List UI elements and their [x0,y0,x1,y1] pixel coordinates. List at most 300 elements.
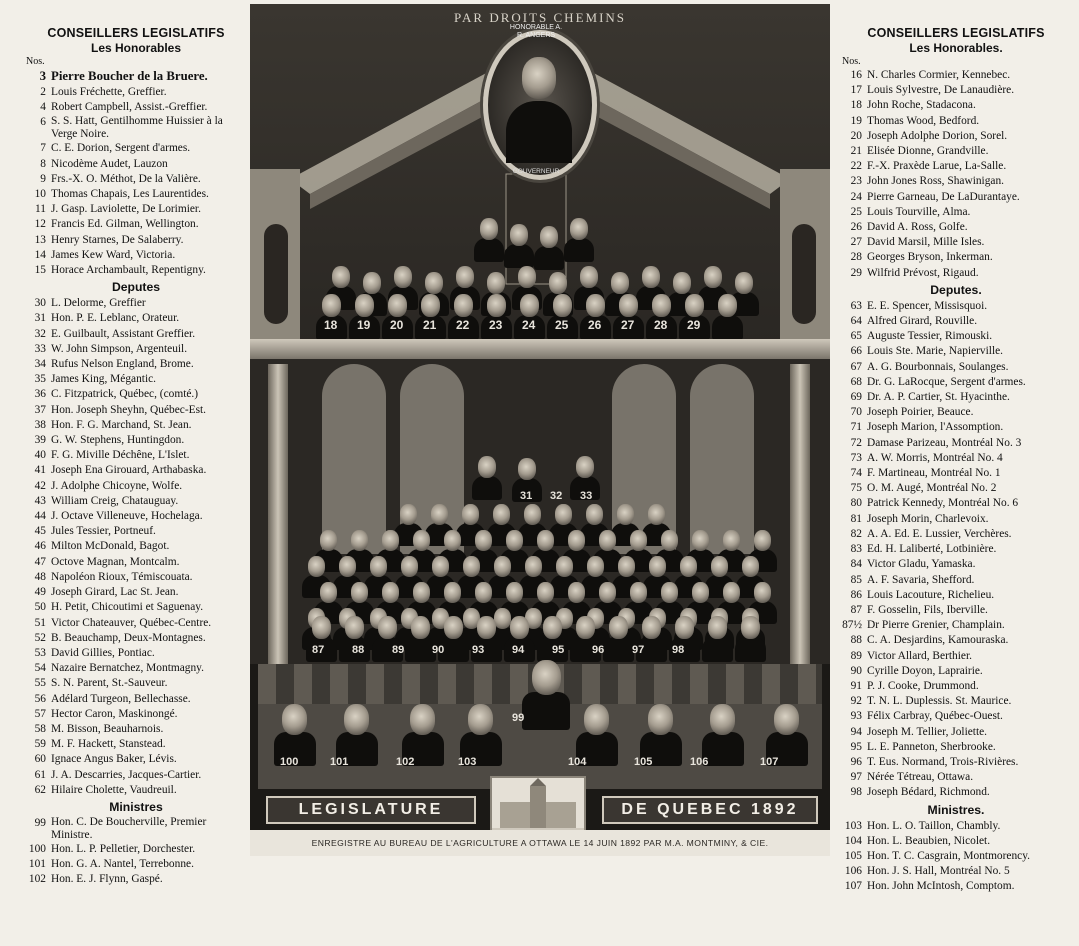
legend-entry-number: 26 [850,221,862,234]
legend-entry [22,646,250,661]
legend-entry [22,783,250,798]
legend-entry [22,311,250,326]
member-portrait-head [394,266,412,288]
legend-entry-number: 53 [34,646,46,659]
legend-entry-name: Thomas Chapais, Les Laurentides. [51,188,209,201]
legend-entry-number: 25 [850,205,862,218]
member-portrait-head [494,608,511,629]
legend-entry-name: Napoléon Rioux, Témiscouata. [51,570,193,583]
legend-entry-number: 13 [34,233,46,246]
member-portrait-head [630,582,647,603]
member-portrait-head [454,294,473,317]
legend-entry [22,768,250,783]
legend-entry-number: 29 [850,266,862,279]
legend-entry-name: Hon. L. O. Taillon, Chambly. [867,819,1001,832]
legend-entry-number: 83 [850,543,862,556]
legend-entry-name: Milton McDonald, Bagot. [51,540,170,553]
legend-entry-number: 45 [34,525,46,538]
left-column-title: CONSEILLERS LEGISLATIFS [47,26,225,40]
legend-entry-name: Wilfrid Prévost, Rigaud. [867,266,979,279]
member-portrait-head [322,294,341,317]
legend-entry [838,557,1074,572]
member-number-label: 32 [550,490,563,502]
legend-entry-number: 87½ [842,619,862,632]
legend-entry [22,372,250,387]
legend-entry-name: Nérée Tétreau, Ottawa. [867,771,974,784]
legend-entry-name: H. Petit, Chicoutimi et Saguenay. [51,601,204,614]
legend-entry [22,816,250,842]
member-portrait-head [723,582,740,603]
member-portrait-head [642,266,660,288]
member-portrait-head [431,504,448,525]
member-number-label: 89 [392,644,405,656]
legend-entry-number: 100 [28,842,46,855]
legend-entry [22,433,250,448]
legend-entry [22,115,250,141]
legend-entry-name: Joseph Ena Girouard, Arthabaska. [51,464,207,477]
legend-entry-number: 15 [34,264,46,277]
governor-portrait-head [522,57,556,99]
legend-entry-number: 81 [850,512,862,525]
legend-entry [838,129,1074,144]
legend-entry [838,573,1074,588]
legend-entry-name: Octove Magnan, Montcalm. [51,555,180,568]
legend-entry-number: 22 [850,160,862,173]
legend-entry-number: 98 [850,786,862,799]
legend-entry-name: J. Gasp. Laviolette, De Lorimier. [51,203,201,216]
member-portrait-head [555,504,572,525]
member-number-label: 24 [522,318,536,332]
legend-entry-number: 87 [850,603,862,616]
member-portrait-head [537,582,554,603]
member-portrait-head [351,530,368,551]
member-portrait-head [378,616,397,639]
legend-entry-number: 17 [850,84,862,97]
legend-entry-name: Jules Tessier, Portneuf. [51,525,156,538]
legend-entry-number: 34 [34,358,46,371]
member-number-label: 33 [580,490,593,502]
member-portrait-head [537,530,554,551]
legend-entry [838,694,1074,709]
legend-entry-name: C. E. Dorion, Sergent d'armes. [51,142,191,155]
right-ministres-list [838,819,1074,895]
legend-entry-number: 35 [34,373,46,386]
member-portrait-head [462,504,479,525]
legend-entry-number: 39 [34,434,46,447]
legend-entry [22,509,250,524]
legend-entry-name: A. A. Ed. E. Lussier, Verchères. [867,527,1012,540]
member-portrait-head [344,704,369,735]
legend-entry [838,588,1074,603]
legend-entry-number: 36 [34,388,46,401]
member-portrait-body [472,476,502,500]
member-number-label: 20 [390,318,404,332]
member-portrait-head [320,530,337,551]
legend-entry [22,631,250,646]
legend-entry [838,420,1074,435]
member-number-label: 93 [472,644,485,656]
legend-entry-number: 12 [34,218,46,231]
legend-entry [838,633,1074,648]
member-portrait-head [540,226,558,248]
member-portrait-head [735,272,753,294]
legend-entry-name: F. G. Miville Déchêne, L'Islet. [51,449,190,462]
member-portrait-head [675,616,694,639]
legend-entry-name: Henry Starnes, De Salaberry. [51,233,184,246]
left-column-subtitle: Les Honorables [90,41,182,55]
legend-entry-number: 85 [850,573,862,586]
registration-footer: ENREGISTRE AU BUREAU DE L'AGRICULTURE A OTTAWA LE 14 JUIN 1892 PAR M.A. MONTMINY, & CIE. [250,830,830,856]
member-portrait-head [586,504,603,525]
legend-entry [838,314,1074,329]
legend-entry-name: Pierre Boucher de la Bruere. [51,69,208,83]
member-portrait-head [382,582,399,603]
legend-entry-name: N. Charles Cormier, Kennebec. [867,69,1011,81]
member-portrait-body [534,246,564,270]
medallion-label: HONORABLE A. R. ANGERS [509,24,563,39]
member-portrait-head [510,224,528,246]
member-number-label: 107 [760,756,779,768]
legend-entry [22,494,250,509]
member-portrait-head [680,556,697,577]
member-portrait-head [475,530,492,551]
legend-entry [22,737,250,752]
member-portrait-head [718,294,737,317]
member-portrait-head [480,218,498,240]
member-number-label: 88 [352,644,365,656]
member-portrait-body [564,238,594,262]
legend-entry-name: Georges Bryson, Inkerman. [867,251,993,264]
member-portrait-body [603,637,635,662]
chamber-pillar [268,364,288,664]
legend-entry-name: Joseph Marion, l'Assomption. [867,421,1004,434]
parliament-building-icon [492,778,584,834]
member-portrait-head [754,582,771,603]
member-portrait-head [363,272,381,294]
legend-entry [838,664,1074,679]
member-portrait-head [599,530,616,551]
member-portrait-head [518,266,536,288]
legend-entry-number: 88 [850,634,862,647]
legend-entry-number: 11 [35,203,46,216]
legend-entry-number: 103 [844,819,862,832]
legend-entry-number: 49 [34,586,46,599]
legend-entry-name: Nazaire Bernatchez, Montmagny. [51,662,204,675]
member-portrait-head [609,616,628,639]
legend-entry [838,375,1074,390]
legend-entry-number: 91 [850,679,862,692]
legend-entry-name: J. A. Descarries, Jacques-Cartier. [51,768,202,781]
legend-entry-name: A. G. Bourbonnais, Soulanges. [867,360,1009,373]
legend-entry-name: William Creig, Chatauguay. [51,494,179,507]
legend-entry [22,100,250,115]
member-portrait-head [332,266,350,288]
legend-entry-number: 4 [40,101,46,114]
legend-entry [22,387,250,402]
legend-entry [22,141,250,156]
member-portrait-head [556,556,573,577]
member-portrait-head [444,530,461,551]
legend-entry [838,329,1074,344]
member-portrait-head [355,294,374,317]
member-portrait-head [421,294,440,317]
legend-entry-number: 52 [34,631,46,644]
member-number-label: 105 [634,756,653,768]
legend-entry [22,187,250,202]
member-portrait-head [553,294,572,317]
legend-entry [838,344,1074,359]
legend-entry [838,360,1074,375]
legend-entry-number: 61 [34,768,46,781]
legend-entry-name: E. E. Spencer, Missisquoi. [867,299,988,312]
legend-entry-name: Dr Pierre Grenier, Champlain. [867,619,1005,632]
legend-entry-number: 80 [850,497,862,510]
legend-entry [838,451,1074,466]
legend-entry [838,250,1074,265]
member-number-label: 103 [458,756,477,768]
legend-entry-number: 70 [850,406,862,419]
member-portrait-head [673,272,691,294]
member-number-label: 94 [512,644,525,656]
member-portrait-head [742,556,759,577]
member-portrait-head [661,530,678,551]
member-portrait-head [617,504,634,525]
legend-entry-name: Hector Caron, Maskinongé. [51,707,178,720]
legend-entry-name: Damase Parizeau, Montréal No. 3 [867,436,1022,449]
member-portrait-head [692,530,709,551]
legend-entry [22,202,250,217]
member-portrait-head [568,530,585,551]
legend-entry-name: Hon. C. De Boucherville, Premier Ministre. [51,815,207,841]
legend-entry-name: J. Octave Villeneuve, Hochelaga. [51,510,203,523]
legend-entry-name: Hilaire Cholette, Vaudreuil. [51,783,177,796]
legend-entry [838,709,1074,724]
legend-entry-number: 56 [34,692,46,705]
member-portrait-head [463,556,480,577]
legend-entry-number: 92 [850,695,862,708]
legend-entry-number: 23 [850,175,862,188]
member-portrait-head [444,616,463,639]
legend-entry-number: 97 [850,771,862,784]
legend-entry-number: 67 [850,360,862,373]
left-conseillers-list [22,68,250,278]
legend-entry-number: 72 [850,436,862,449]
legend-entry [838,819,1074,834]
legend-entry-number: 74 [850,467,862,480]
legend-entry-number: 107 [844,880,862,893]
member-portrait-head [754,530,771,551]
legend-entry-number: 62 [34,783,46,796]
legend-entry-number: 21 [850,145,862,158]
legend-entry-number: 59 [34,738,46,751]
legend-entry [22,85,250,100]
member-number-label: 96 [592,644,605,656]
legend-entry [22,585,250,600]
member-portrait-head [649,556,666,577]
legend-entry-number: 94 [850,725,862,738]
legend-entry [838,405,1074,420]
legend-entry [838,144,1074,159]
member-portrait-head [494,556,511,577]
member-number-label: 100 [280,756,299,768]
legend-entry [22,692,250,707]
legend-entry [838,864,1074,879]
legend-entry [22,707,250,722]
member-number-label: 22 [456,318,470,332]
legend-entry [838,542,1074,557]
member-portrait-body [702,637,734,662]
legend-entry-number: 41 [34,464,46,477]
legend-entry-name: Victor Allard, Berthier. [867,649,972,662]
legend-entry-name: F. Gosselin, Fils, Iberville. [867,603,988,616]
legend-entry [838,114,1074,129]
member-portrait-head [444,582,461,603]
legend-entry [838,512,1074,527]
member-number-label: 104 [568,756,587,768]
legend-entry [838,879,1074,894]
legend-entry-name: J. Adolphe Chicoyne, Wolfe. [51,479,183,492]
legend-entry [22,327,250,342]
legend-entry-name: John Roche, Stadacona. [867,99,976,112]
parliament-building-vignette [490,776,586,836]
legend-entry-name: Hon. L. P. Pelletier, Dorchester. [51,842,196,855]
legend-entry [22,676,250,691]
member-portrait-head [532,660,561,695]
member-portrait-head [487,294,506,317]
legend-entry-number: 47 [34,555,46,568]
legend-entry [838,436,1074,451]
member-portrait-head [320,582,337,603]
member-portrait-head [704,266,722,288]
legend-entry-number: 27 [850,236,862,249]
legend-entry [838,834,1074,849]
legend-entry [838,266,1074,281]
legend-entry-name: Joseph Poirier, Beauce. [867,406,974,419]
legend-entry-name: Hon. E. J. Flynn, Gaspé. [51,873,163,886]
legend-entry [22,539,250,554]
legend-entry-number: 8 [40,157,46,170]
legend-entry-number: 14 [34,248,46,261]
legend-entry-number: 84 [850,558,862,571]
member-portrait-head [410,704,435,735]
member-portrait-head [586,294,605,317]
legend-entry-name: Hon. F. G. Marchand, St. Jean. [51,418,192,431]
legend-entry [22,463,250,478]
legend-entry [838,235,1074,250]
legend-entry-number: 2 [40,86,46,98]
legend-entry-name: David A. Ross, Golfe. [867,221,968,234]
legend-entry [22,524,250,539]
legend-entry-name: C. A. Desjardins, Kamouraska. [867,634,1009,647]
member-portrait-head [642,616,661,639]
legend-entry-name: Pierre Garneau, De LaDurantaye. [867,190,1020,203]
legend-entry [22,403,250,418]
legend-entry-number: 43 [34,494,46,507]
legend-entry [838,679,1074,694]
legend-entry-name: Rufus Nelson England, Brome. [51,358,194,371]
member-portrait-head [411,616,430,639]
legend-entry-number: 3 [39,69,46,83]
legend-entry-name: B. Beauchamp, Deux-Montagnes. [51,631,206,644]
legend-entry-number: 33 [34,342,46,355]
legend-entry [22,233,250,248]
legend-entry-number: 16 [850,69,862,81]
member-portrait-head [401,556,418,577]
left-deputes-heading: Deputes [111,280,161,295]
legend-entry-name: Louis Ste. Marie, Napierville. [867,345,1004,358]
right-deputes-list [838,299,1074,801]
left-legend-column [22,0,250,888]
legend-entry-number: 101 [28,858,46,871]
legend-entry-name: T. Eus. Normand, Trois-Rivières. [867,755,1019,768]
legend-entry-number: 10 [34,188,46,201]
legend-entry-number: 89 [850,649,862,662]
member-number-label: 28 [654,318,668,332]
member-number-label: 95 [552,644,565,656]
left-ministres-heading: Ministres [109,799,163,814]
legend-entry-name: Joseph Bédard, Richmond. [867,786,990,799]
legend-entry-name: Horace Archambault, Repentigny. [51,264,206,277]
legend-entry [838,603,1074,618]
legend-entry-name: M. F. Hackett, Stanstead. [51,738,166,751]
legend-entry-name: Robert Campbell, Assist.-Greffier. [51,101,208,114]
member-portrait-body [735,637,767,662]
legend-entry-number: 42 [34,479,46,492]
member-portrait-head [345,616,364,639]
legend-entry-number: 96 [850,755,862,768]
legend-entry-name: Patrick Kennedy, Montréal No. 6 [867,497,1019,510]
legend-entry-number: 65 [850,330,862,343]
legend-entry [22,157,250,172]
member-number-label: 25 [555,318,569,332]
legend-entry-name: Elisée Dionne, Grandville. [867,145,989,158]
member-number-label: 101 [330,756,349,768]
member-portrait-head [456,266,474,288]
legend-entry-number: 51 [34,616,46,629]
governor-ribbon: GOUVERNEUR [512,168,560,175]
legend-entry [838,785,1074,800]
legend-entry-number: 55 [34,677,46,690]
member-portrait-head [549,272,567,294]
legend-entry [22,479,250,494]
legend-entry-number: 7 [40,142,46,155]
legend-entry-name: Hon. L. Beaubien, Nicolet. [867,834,991,847]
member-number-label: 18 [324,318,338,332]
legend-entry-number: 64 [850,315,862,328]
member-portrait-head [648,704,673,735]
member-portrait-head [432,556,449,577]
legend-entry-number: 50 [34,601,46,614]
legend-entry-name: Hon. T. C. Casgrain, Montmorency. [867,849,1031,862]
member-portrait-head [584,704,609,735]
legend-entry-name: Hon. Joseph Sheyhn, Québec-Est. [51,403,207,416]
legend-entry-number: 60 [34,753,46,766]
right-ministres-heading: Ministres. [927,802,985,817]
legend-entry-name: Louis Fréchette, Greffier. [51,86,167,98]
member-number-label: 31 [520,490,533,502]
member-number-label: 26 [588,318,602,332]
legend-entry [22,296,250,311]
member-number-label: 29 [687,318,701,332]
member-portrait-head [568,582,585,603]
legend-entry [838,481,1074,496]
member-portrait-head [312,616,331,639]
member-portrait-head [308,556,325,577]
legend-entry-number: 48 [34,570,46,583]
legend-entry [838,159,1074,174]
legend-entry-name: Adélard Turgeon, Bellechasse. [51,692,191,705]
legend-entry-name: Dr. G. LaRocque, Sergent d'armes. [867,375,1026,388]
